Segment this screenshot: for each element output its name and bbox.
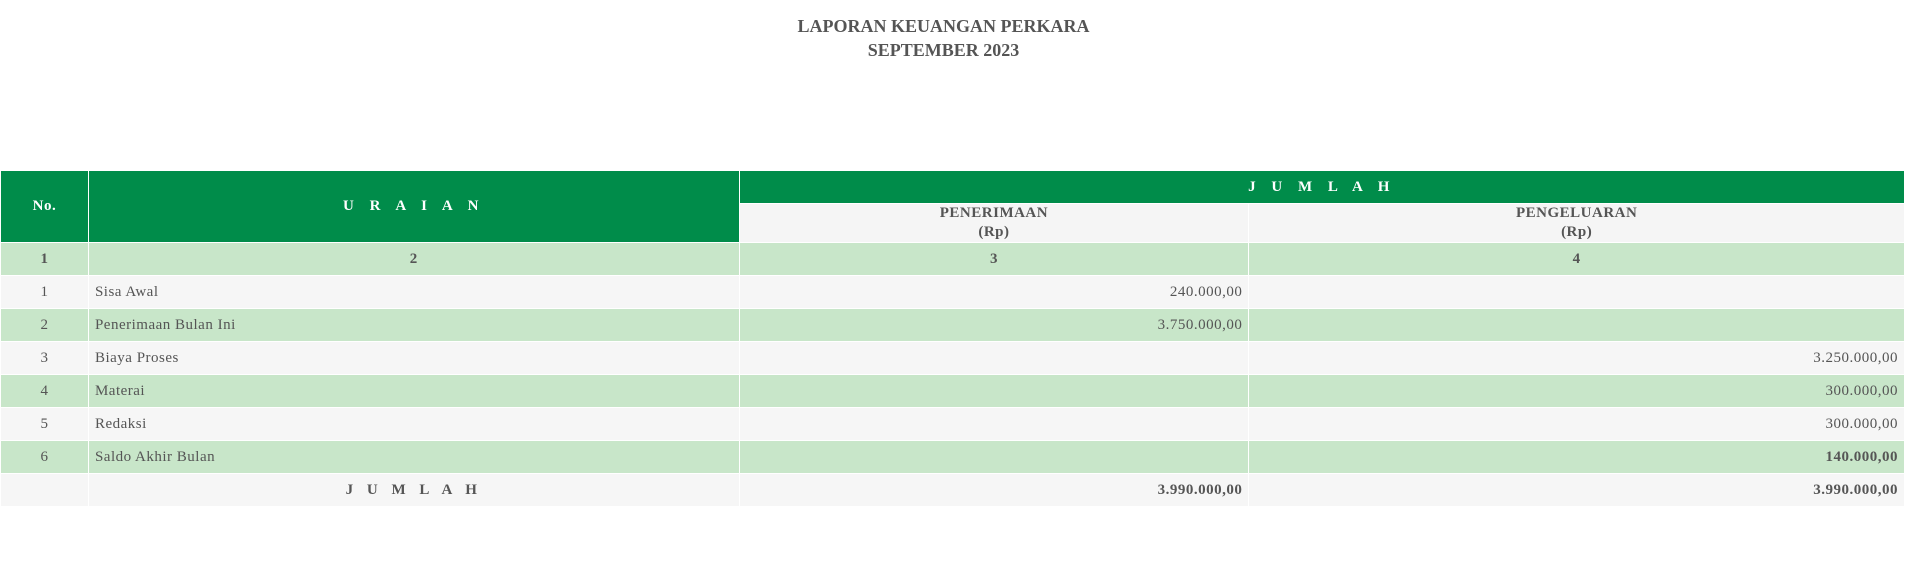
row-pengeluaran	[1249, 309, 1905, 342]
column-index-cell: 4	[1249, 243, 1905, 276]
row-pengeluaran	[1249, 276, 1905, 309]
row-penerimaan	[739, 342, 1249, 375]
table-row	[1, 441, 1905, 474]
column-index-row	[1, 243, 1905, 276]
column-index-cell: 2	[88, 243, 739, 276]
header-pengeluaran-unit: (Rp)	[1561, 224, 1593, 240]
table-row	[1, 276, 1905, 309]
row-no: 5	[1, 408, 89, 441]
row-uraian: Materai	[88, 375, 739, 408]
header-uraian: U R A I A N	[88, 171, 739, 243]
table-row	[1, 375, 1905, 408]
report-title-block	[0, 14, 1887, 62]
row-no: 6	[1, 441, 89, 474]
total-label: J U M L A H	[88, 474, 739, 507]
total-no	[1, 474, 89, 507]
row-no: 2	[1, 309, 89, 342]
row-no: 4	[1, 375, 89, 408]
row-uraian: Sisa Awal	[88, 276, 739, 309]
header-penerimaan	[739, 204, 1249, 243]
row-no: 1	[1, 276, 89, 309]
header-jumlah: J U M L A H	[739, 171, 1904, 204]
row-pengeluaran: 3.250.000,00	[1249, 342, 1905, 375]
row-penerimaan: 240.000,00	[739, 276, 1249, 309]
header-penerimaan-label: PENERIMAAN	[939, 205, 1049, 221]
row-penerimaan	[739, 441, 1249, 474]
header-no: No.	[1, 171, 89, 243]
table-row	[1, 342, 1905, 375]
header-pengeluaran-label: PENGELUARAN	[1515, 205, 1638, 221]
column-index-cell: 1	[1, 243, 89, 276]
header-penerimaan-unit: (Rp)	[978, 224, 1010, 240]
total-row	[1, 474, 1905, 507]
row-pengeluaran: 140.000,00	[1249, 441, 1905, 474]
total-pengeluaran: 3.990.000,00	[1249, 474, 1905, 507]
row-uraian: Biaya Proses	[88, 342, 739, 375]
row-uraian: Redaksi	[88, 408, 739, 441]
row-penerimaan	[739, 408, 1249, 441]
row-uraian: Saldo Akhir Bulan	[88, 441, 739, 474]
column-index-cell: 3	[739, 243, 1249, 276]
financial-report-table	[0, 170, 1905, 507]
row-pengeluaran: 300.000,00	[1249, 408, 1905, 441]
report-title: LAPORAN KEUANGAN PERKARA	[797, 16, 1090, 36]
row-pengeluaran: 300.000,00	[1249, 375, 1905, 408]
report-period: SEPTEMBER 2023	[867, 40, 1020, 60]
row-no: 3	[1, 342, 89, 375]
row-penerimaan: 3.750.000,00	[739, 309, 1249, 342]
row-uraian: Penerimaan Bulan Ini	[88, 309, 739, 342]
table-row	[1, 309, 1905, 342]
total-penerimaan: 3.990.000,00	[739, 474, 1249, 507]
table-row	[1, 408, 1905, 441]
header-pengeluaran	[1249, 204, 1905, 243]
row-penerimaan	[739, 375, 1249, 408]
